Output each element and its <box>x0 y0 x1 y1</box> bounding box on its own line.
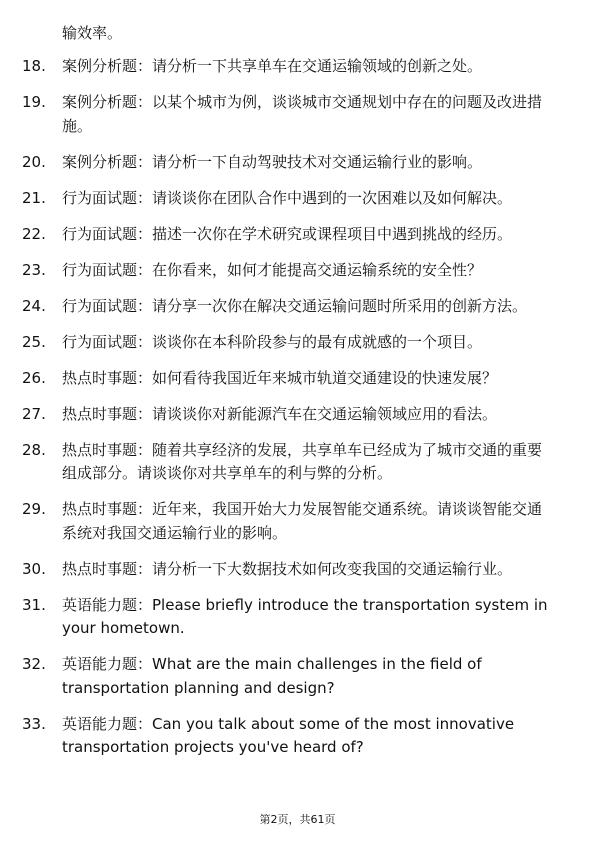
item-text: 热点时事题：如何看待我国近年来城市轨道交通建设的快速发展？ <box>62 368 498 387</box>
item-number: 30. <box>22 559 46 578</box>
item-text: 行为面试题：在你看来，如何才能提高交通运输系统的安全性？ <box>62 260 483 279</box>
item-number: 20. <box>22 152 46 171</box>
list-item <box>0 331 595 355</box>
list-item <box>0 403 595 427</box>
item-text: 行为面试题：谈谈你在本科阶段参与的最有成就感的一个项目。 <box>62 332 483 351</box>
list-item <box>0 439 595 486</box>
item-text: 行为面试题：请谈谈你在团队合作中遇到的一次困难以及如何解决。 <box>62 188 513 207</box>
item-number: 25. <box>22 332 46 351</box>
item-number: 27. <box>22 404 46 423</box>
item-number: 32. <box>22 655 46 673</box>
item-number: 23. <box>22 260 46 279</box>
item-text: 案例分析题：请分析一下共享单车在交通运输领域的创新之处。 <box>62 57 483 75</box>
list-item <box>0 653 595 700</box>
item-text: 行为面试题：请分享一次你在解决交通运输问题时所采用的创新方法。 <box>62 296 528 315</box>
list-item <box>0 151 595 175</box>
item-text: 热点时事题：随着共享经济的发展，共享单车已经成为了城市交通的重要组成部分。请谈谈你对共享单车的利与弊的分析。 <box>62 440 543 482</box>
item-text: 英语能力题：Can you talk about some of the most innovative transportation projects you've heard of? <box>62 714 515 756</box>
item-text: 案例分析题：请分析一下自动驾驶技术对交通运输行业的影响。 <box>62 152 483 171</box>
item-number: 24. <box>22 296 46 315</box>
item-text: 案例分析题：以某个城市为例，谈谈城市交通规划中存在的问题及改进措施。 <box>62 93 543 135</box>
item-number: 21. <box>22 188 46 207</box>
item-number: 22. <box>22 224 46 243</box>
item-number: 18. <box>22 57 46 75</box>
item-number: 26. <box>22 368 46 387</box>
continuation-text: 输效率。 <box>62 24 123 42</box>
item-text: 热点时事题：近年来，我国开始大力发展智能交通系统。请谈谈智能交通系统对我国交通运输行业的影响。 <box>62 500 543 542</box>
list-item <box>0 498 595 545</box>
item-text: 热点时事题：请谈谈你对新能源汽车在交通运输领域应用的看法。 <box>62 404 498 423</box>
list-item <box>0 558 595 582</box>
list-item <box>0 91 595 138</box>
item-text: 热点时事题：请分析一下大数据技术如何改变我国的交通运输行业。 <box>62 559 513 578</box>
list-item <box>0 594 595 641</box>
list-item <box>0 223 595 247</box>
question-list <box>0 55 595 772</box>
item-number: 33. <box>22 714 46 733</box>
item-text: 行为面试题：描述一次你在学术研究或课程项目中遇到挑战的经历。 <box>62 224 513 243</box>
item-number: 28. <box>22 440 46 459</box>
item-text: 英语能力题：Please briefly introduce the transportation system in your hometown. <box>62 595 548 637</box>
list-item <box>0 187 595 211</box>
item-text: 英语能力题：What are the main challenges in the field of transportation planning and design? <box>62 655 482 697</box>
list-item <box>0 713 595 760</box>
list-item <box>0 259 595 283</box>
list-item <box>0 295 595 319</box>
item-number: 31. <box>22 595 46 614</box>
list-item <box>0 55 595 79</box>
item-number: 19. <box>22 93 46 111</box>
item-number: 29. <box>22 500 46 518</box>
list-item <box>0 367 595 391</box>
page-footer: 第2页，共61页 <box>259 813 336 826</box>
